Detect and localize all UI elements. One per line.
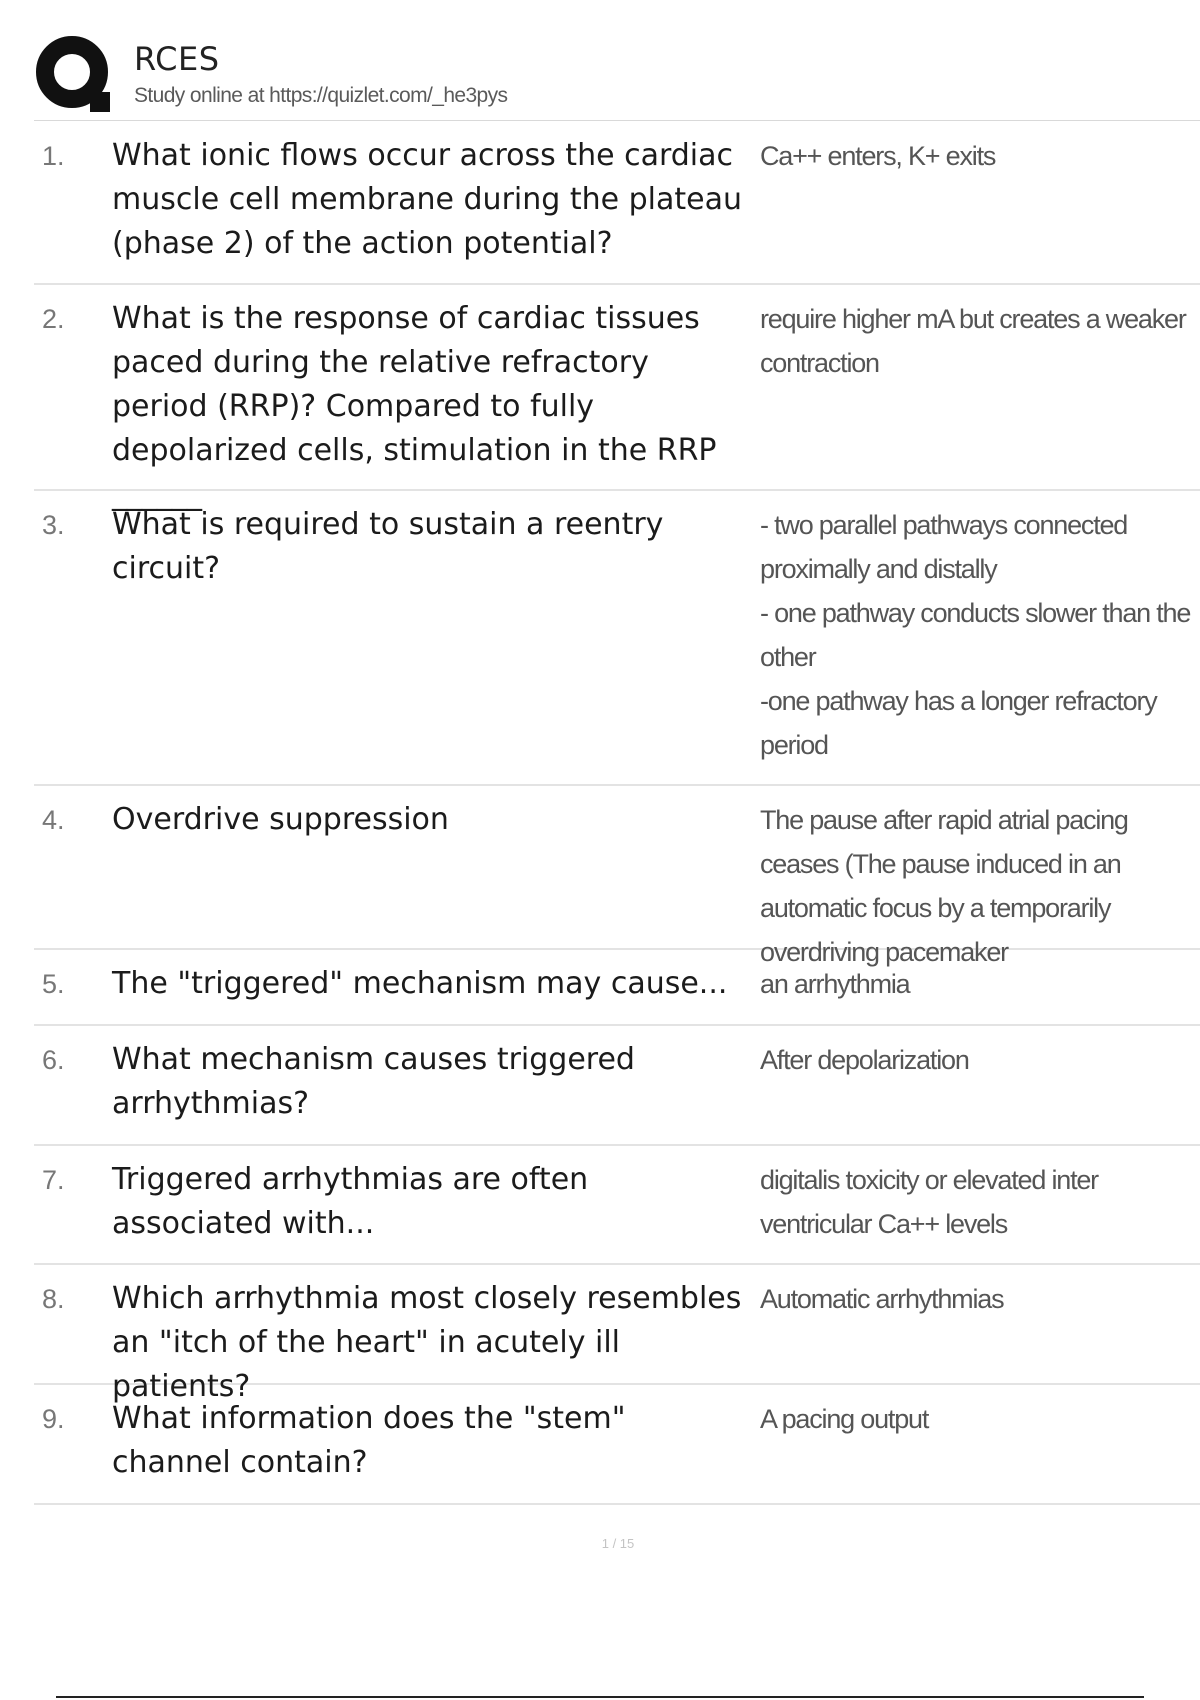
card-question: What information does the "stem" channel contain?	[112, 1401, 626, 1480]
flashcard-row	[34, 491, 1200, 786]
card-answer: The pause after rapid atrial pacing ceases (The pause induced in an automatic focus by a temporarily overdriving pacemaker	[760, 805, 1128, 967]
card-answer: - two parallel pathways connected proximally and distally - one pathway conducts slower than the other -one pathway has a longer refractory period	[760, 510, 1191, 760]
card-question: Overdrive suppression	[112, 802, 449, 837]
card-question: Triggered arrhythmias are often associated with...	[112, 1162, 589, 1241]
study-online-link[interactable]: Study online at https://quizlet.com/_he3pys	[134, 84, 508, 107]
card-answer: Ca++ enters, K+ exits	[760, 141, 996, 171]
card-question: What is required to sustain a reentry circuit?	[112, 507, 664, 586]
flashcard-row	[34, 950, 1200, 1026]
card-number: 4.	[42, 805, 65, 835]
card-answer: After depolarization	[760, 1045, 969, 1075]
flashcard-row	[34, 285, 1200, 512]
card-answer: an arrhythmia	[760, 969, 910, 999]
card-answer: Automatic arrhythmias	[760, 1284, 1004, 1314]
header-divider	[34, 120, 1200, 121]
footer-divider	[56, 1696, 1144, 1698]
card-number: 9.	[42, 1404, 65, 1434]
card-number: 5.	[42, 969, 65, 999]
card-number: 2.	[42, 304, 65, 334]
card-question: Which arrhythmia most closely resembles an "itch of the heart" in acutely ill patients?	[112, 1281, 742, 1404]
page-header	[34, 34, 1200, 118]
card-question: What ionic flows occur across the cardiac muscle cell membrane during the plateau (phase 2) of the action potential?	[112, 138, 742, 261]
flashcard-row	[34, 786, 1200, 967]
flashcard-list	[34, 122, 1200, 1505]
set-title: RCES	[134, 40, 220, 78]
card-number: 8.	[42, 1284, 65, 1314]
card-answer: A pacing output	[760, 1404, 929, 1434]
card-number: 7.	[42, 1165, 65, 1195]
page-number: 1 / 15	[601, 1536, 635, 1551]
flashcard-row	[34, 1265, 1200, 1404]
card-number: 3.	[42, 510, 65, 540]
flashcard-row	[34, 1385, 1200, 1505]
card-answer: digitalis toxicity or elevated inter ventricular Ca++ levels	[760, 1165, 1098, 1239]
quizlet-logo-icon	[34, 34, 114, 114]
card-answer: require higher mA but creates a weaker contraction	[760, 304, 1186, 378]
card-number: 1.	[42, 141, 65, 171]
card-question: What is the response of cardiac tissues paced during the relative refractory period (RRP)? Compared to fully depolarized cells, stimulation in the RRP ______	[112, 301, 717, 512]
flashcard-row	[34, 1146, 1200, 1265]
flashcard-row	[34, 122, 1200, 285]
card-question: What mechanism causes triggered arrhythmias?	[112, 1042, 635, 1121]
flashcard-row	[34, 1026, 1200, 1146]
card-number: 6.	[42, 1045, 65, 1075]
card-question: The "triggered" mechanism may cause...	[112, 966, 728, 1001]
